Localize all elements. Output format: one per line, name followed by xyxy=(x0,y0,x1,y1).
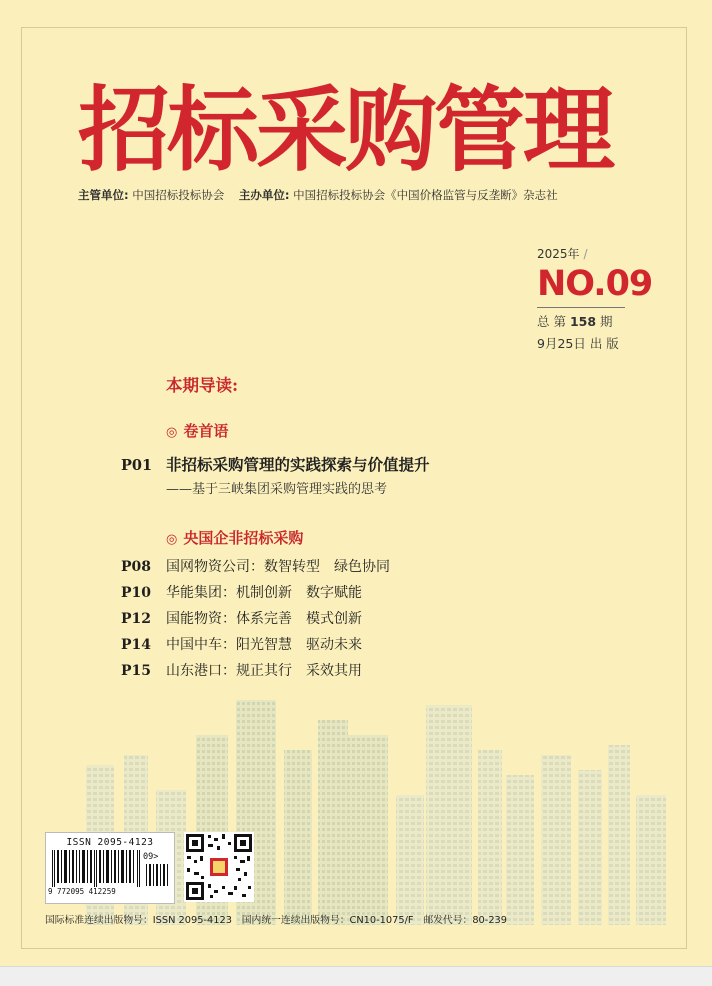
magazine-title: 招标采购管理 xyxy=(78,77,613,184)
issue-number: NO.09 xyxy=(537,264,625,308)
toc-entry-title: 中国中车：阳光智慧 驱动未来 xyxy=(166,637,362,653)
issue-block xyxy=(537,245,653,352)
issn-barcode-box xyxy=(45,832,175,904)
supervisor-label: 主管单位: xyxy=(78,188,129,202)
sponsor-label: 主办单位: xyxy=(238,188,290,202)
toc-heading: 本期导读: xyxy=(166,376,239,395)
toc-page-number: P10 xyxy=(121,585,152,601)
toc-entry-title: 非招标采购管理的实践探索与价值提升 xyxy=(166,455,430,474)
sponsor-name: 中国招标投标协会《中国价格监管与反垄断》杂志社 xyxy=(293,188,558,202)
supervisor-name: 中国招标投标协会 xyxy=(132,188,225,202)
toc-entry xyxy=(121,582,362,602)
issue-total-number: 158 xyxy=(569,314,597,329)
qr-code-icon xyxy=(184,832,254,902)
circle-bullet-icon: ◎ xyxy=(166,532,178,547)
issue-slash: / xyxy=(583,247,588,261)
issn-label: ISSN 2095-4123 xyxy=(66,837,154,848)
issue-total xyxy=(537,312,637,330)
publisher-line xyxy=(78,187,638,203)
barcode-addon: 09> xyxy=(143,852,159,862)
toc-entry-subtitle: ——基于三峡集团采购管理实践的思考 xyxy=(166,482,388,497)
toc-entry xyxy=(121,660,362,680)
toc-entry xyxy=(121,608,362,628)
barcode-digits: 9 772095 412259 xyxy=(48,887,116,896)
toc-entry-title: 国网物资公司：数智转型 绿色协同 xyxy=(166,559,390,575)
issue-total-suffix: 期 xyxy=(600,314,613,329)
issue-date: 9月25日 出 版 xyxy=(537,336,619,351)
toc-section-title: ◎ 央国企非招标采购 xyxy=(166,529,304,547)
toc-entry xyxy=(121,634,362,654)
issue-total-prefix: 总 第 xyxy=(537,314,566,329)
toc-entry-title: 国能物资：体系完善 模式创新 xyxy=(166,611,362,627)
issue-year-line xyxy=(537,245,637,262)
toc-page-number: P12 xyxy=(121,611,152,627)
issue-year: 2025年 xyxy=(537,247,580,261)
toc-entry xyxy=(121,453,430,475)
toc-entry xyxy=(121,556,390,576)
circle-bullet-icon: ◎ xyxy=(166,425,178,440)
viewer-bottom-strip xyxy=(0,966,712,986)
toc-section-title: ◎ 卷首语 xyxy=(166,422,229,440)
toc-page-number: P08 xyxy=(121,559,152,575)
footer-publication-info: 国际标准连续出版物号：ISSN 2095-4123 国内统一连续出版物号：CN10-1075/F 邮发代号：80-239 xyxy=(45,915,508,926)
toc-page-number: P15 xyxy=(121,663,152,679)
barcode-icon xyxy=(52,850,142,887)
toc-page-number: P01 xyxy=(121,457,153,474)
toc-entry-title: 华能集团：机制创新 数字赋能 xyxy=(166,585,362,601)
toc-entry-title: 山东港口：规正其行 采效其用 xyxy=(166,663,362,679)
toc-page-number: P14 xyxy=(121,637,152,653)
addon-barcode-icon xyxy=(146,864,170,886)
